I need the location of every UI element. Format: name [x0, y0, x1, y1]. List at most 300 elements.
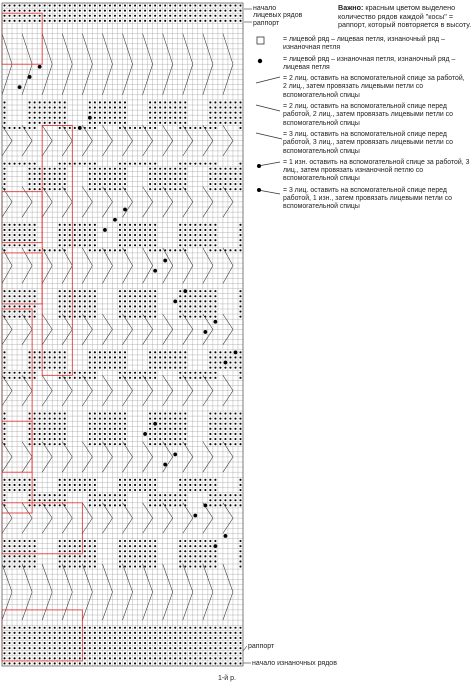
purl-dot [159, 168, 161, 170]
purl-dot [24, 484, 26, 486]
purl-dot [94, 316, 96, 318]
purl-dot [124, 20, 126, 22]
purl-dot [64, 433, 66, 435]
cable-purl-marker [173, 299, 177, 303]
purl-dot [149, 20, 151, 22]
purl-dot [74, 316, 76, 318]
purl-dot [214, 555, 216, 557]
purl-dot [194, 662, 196, 664]
purl-dot [194, 627, 196, 629]
purl-dot [164, 652, 166, 654]
purl-dot [8, 489, 10, 491]
label-rapport-bottom: раппорт [248, 643, 275, 650]
purl-dot [169, 117, 171, 119]
purl-dot [109, 112, 111, 114]
purl-dot [94, 479, 96, 481]
purl-dot [94, 20, 96, 22]
purl-dot [184, 15, 186, 17]
purl-dot [234, 657, 236, 659]
purl-dot [154, 428, 156, 430]
purl-dot [104, 183, 106, 185]
purl-dot [64, 662, 66, 664]
purl-dot [99, 428, 101, 430]
purl-dot [119, 362, 121, 364]
purl-dot [224, 107, 226, 109]
purl-dot [154, 560, 156, 562]
purl-dot [179, 632, 181, 634]
purl-dot [209, 163, 211, 165]
purl-dot [179, 479, 181, 481]
purl-dot [124, 356, 126, 358]
purl-dot [184, 413, 186, 415]
purl-dot [239, 632, 241, 634]
purl-dot [3, 433, 5, 435]
purl-dot [29, 550, 31, 552]
purl-dot [154, 499, 156, 501]
purl-dot [149, 438, 151, 440]
purl-dot [114, 438, 116, 440]
purl-dot [119, 234, 121, 236]
purl-dot [119, 178, 121, 180]
purl-dot [89, 413, 91, 415]
purl-dot [204, 305, 206, 307]
purl-dot [214, 311, 216, 313]
purl-dot [19, 229, 21, 231]
purl-dot [99, 433, 101, 435]
purl-dot [219, 122, 221, 124]
purl-dot [54, 494, 56, 496]
cable-3-1p-icon [255, 187, 283, 197]
purl-dot [34, 438, 36, 440]
purl-dot [64, 229, 66, 231]
purl-dot [69, 377, 71, 379]
purl-dot [209, 112, 211, 114]
purl-dot [69, 239, 71, 241]
purl-dot [239, 316, 241, 318]
purl-dot [199, 305, 201, 307]
purl-dot [159, 188, 161, 190]
purl-dot [144, 545, 146, 547]
purl-dot [184, 428, 186, 430]
purl-dot [219, 637, 221, 639]
purl-dot [229, 101, 231, 103]
purl-dot [64, 484, 66, 486]
purl-dot [99, 413, 101, 415]
purl-dot [8, 550, 10, 552]
purl-dot [239, 652, 241, 654]
purl-dot [119, 494, 121, 496]
purl-dot [139, 489, 141, 491]
purl-dot [49, 178, 51, 180]
purl-dot [169, 122, 171, 124]
purl-dot [119, 112, 121, 114]
purl-dot [124, 560, 126, 562]
purl-dot [19, 377, 21, 379]
purl-dot [189, 244, 191, 246]
purl-dot [64, 173, 66, 175]
purl-dot [64, 295, 66, 297]
purl-dot [204, 484, 206, 486]
purl-dot [54, 112, 56, 114]
purl-dot [99, 627, 101, 629]
purl-dot [214, 627, 216, 629]
purl-dot [139, 627, 141, 629]
purl-dot [239, 484, 241, 486]
purl-dot [3, 545, 5, 547]
purl-dot [139, 224, 141, 226]
purl-dot [129, 560, 131, 562]
purl-dot [114, 122, 116, 124]
purl-dot [99, 5, 101, 7]
purl-dot [239, 311, 241, 313]
purl-dot [64, 479, 66, 481]
purl-dot [129, 637, 131, 639]
purl-dot [144, 234, 146, 236]
purl-dot [94, 428, 96, 430]
purl-dot [179, 239, 181, 241]
purl-dot [129, 316, 131, 318]
purl-dot [8, 15, 10, 17]
purl-dot [64, 122, 66, 124]
purl-dot [104, 122, 106, 124]
purl-dot [19, 290, 21, 292]
purl-dot [39, 367, 41, 369]
purl-dot [179, 229, 181, 231]
purl-dot [104, 438, 106, 440]
purl-dot [89, 433, 91, 435]
purl-dot [34, 356, 36, 358]
purl-dot [109, 249, 111, 251]
purl-dot [219, 647, 221, 649]
purl-dot [149, 234, 151, 236]
purl-dot [59, 362, 61, 364]
purl-dot [94, 642, 96, 644]
purl-dot [209, 484, 211, 486]
purl-dot [214, 305, 216, 307]
purl-dot [84, 295, 86, 297]
purl-dot [54, 107, 56, 109]
purl-dot [79, 372, 81, 374]
purl-dot [104, 433, 106, 435]
purl-dot [224, 418, 226, 420]
purl-dot [229, 112, 231, 114]
purl-dot [149, 632, 151, 634]
purl-dot [234, 367, 236, 369]
purl-dot [104, 637, 106, 639]
purl-dot [204, 550, 206, 552]
purl-dot [154, 377, 156, 379]
purl-dot [224, 433, 226, 435]
purl-dot [54, 647, 56, 649]
purl-dot [69, 489, 71, 491]
purl-dot [44, 5, 46, 7]
purl-dot [204, 372, 206, 374]
purl-dot [139, 484, 141, 486]
purl-dot [139, 295, 141, 297]
purl-dot [34, 173, 36, 175]
purl-dot [219, 504, 221, 506]
purl-dot [199, 244, 201, 246]
purl-dot [49, 413, 51, 415]
purl-dot [184, 560, 186, 562]
purl-dot [209, 504, 211, 506]
purl-dot [74, 652, 76, 654]
purl-dot [94, 295, 96, 297]
purl-dot [3, 15, 5, 17]
purl-dot [134, 15, 136, 17]
purl-dot [204, 657, 206, 659]
purl-dot [169, 642, 171, 644]
legend-text: = 2 лиц. оставить на вспомогательной спице за работой, 2 лиц., затем провязать лицевыми петли со вспомогательной спицы [283, 75, 465, 99]
purl-dot [154, 484, 156, 486]
purl-dot [64, 305, 66, 307]
purl-dot [219, 117, 221, 119]
purl-dot [209, 188, 211, 190]
purl-dot [169, 423, 171, 425]
purl-dot [184, 637, 186, 639]
purl-dot [239, 566, 241, 568]
purl-dot [154, 234, 156, 236]
purl-dot [134, 239, 136, 241]
purl-dot [214, 560, 216, 562]
purl-dot [179, 305, 181, 307]
purl-dot [84, 372, 86, 374]
cable-2-right-icon [255, 75, 283, 85]
purl-dot [229, 188, 231, 190]
purl-dot [34, 413, 36, 415]
purl-dot [124, 566, 126, 568]
purl-dot [119, 550, 121, 552]
purl-dot [214, 244, 216, 246]
purl-dot [174, 249, 176, 251]
purl-dot [199, 372, 201, 374]
purl-dot [8, 377, 10, 379]
purl-dot [164, 183, 166, 185]
purl-dot [154, 188, 156, 190]
purl-dot [184, 566, 186, 568]
purl-dot [109, 101, 111, 103]
purl-dot [54, 657, 56, 659]
purl-dot [149, 413, 151, 415]
purl-dot [164, 647, 166, 649]
purl-dot [209, 107, 211, 109]
purl-dot [154, 652, 156, 654]
purl-dot [104, 173, 106, 175]
purl-dot [19, 311, 21, 313]
purl-dot [114, 367, 116, 369]
label-arrow [243, 646, 247, 651]
purl-dot [8, 555, 10, 557]
purl-dot [219, 249, 221, 251]
purl-dot [119, 295, 121, 297]
label-row-one: 1-й р. [218, 675, 236, 682]
purl-dot [159, 107, 161, 109]
purl-dot [54, 10, 56, 12]
purl-dot [139, 479, 141, 481]
purl-dot [69, 540, 71, 542]
purl-dot [154, 657, 156, 659]
purl-dot [49, 504, 51, 506]
purl-dot [29, 443, 31, 445]
purl-dot [229, 637, 231, 639]
purl-dot [59, 244, 61, 246]
purl-dot [119, 642, 121, 644]
purl-dot [184, 418, 186, 420]
purl-dot [3, 494, 5, 496]
purl-dot [124, 540, 126, 542]
purl-dot [199, 377, 201, 379]
purl-dot [64, 183, 66, 185]
purl-dot [149, 362, 151, 364]
purl-dot [14, 20, 16, 22]
purl-dot [44, 632, 46, 634]
purl-dot [129, 489, 131, 491]
purl-dot [194, 545, 196, 547]
purl-dot [129, 224, 131, 226]
purl-dot [39, 249, 41, 251]
purl-dot [129, 229, 131, 231]
purl-dot [179, 10, 181, 12]
purl-dot [224, 117, 226, 119]
purl-dot [104, 632, 106, 634]
purl-dot [194, 224, 196, 226]
purl-dot [94, 127, 96, 129]
purl-dot [89, 112, 91, 114]
purl-dot [59, 10, 61, 12]
purl-dot [54, 20, 56, 22]
purl-dot [199, 637, 201, 639]
purl-dot [34, 10, 36, 12]
purl-dot [54, 15, 56, 17]
purl-dot [239, 107, 241, 109]
purl-dot [209, 101, 211, 103]
purl-dot [129, 305, 131, 307]
purl-dot [184, 555, 186, 557]
purl-dot [174, 438, 176, 440]
purl-dot [124, 362, 126, 364]
purl-dot [19, 632, 21, 634]
purl-dot [74, 229, 76, 231]
purl-dot [239, 438, 241, 440]
purl-dot [8, 239, 10, 241]
purl-dot [29, 566, 31, 568]
purl-dot [99, 443, 101, 445]
purl-dot [199, 311, 201, 313]
purl-dot [199, 657, 201, 659]
purl-dot [139, 163, 141, 165]
purl-dot [89, 372, 91, 374]
purl-dot [34, 433, 36, 435]
purl-dot [99, 504, 101, 506]
purl-dot [239, 627, 241, 629]
purl-dot [84, 484, 86, 486]
purl-dot [109, 362, 111, 364]
purl-dot [219, 367, 221, 369]
purl-dot [184, 351, 186, 353]
legend-item [255, 159, 470, 184]
purl-dot [29, 168, 31, 170]
purl-dot [74, 632, 76, 634]
purl-dot [24, 15, 26, 17]
purl-dot [49, 499, 51, 501]
purl-dot [29, 372, 31, 374]
purl-dot [219, 101, 221, 103]
purl-dot [184, 183, 186, 185]
purl-dot [184, 229, 186, 231]
purl-dot [39, 20, 41, 22]
purl-dot [189, 540, 191, 542]
purl-dot [89, 566, 91, 568]
purl-dot [144, 642, 146, 644]
purl-dot [34, 178, 36, 180]
purl-dot [49, 443, 51, 445]
purl-dot [64, 555, 66, 557]
purl-dot [49, 627, 51, 629]
purl-dot [214, 652, 216, 654]
purl-dot [89, 494, 91, 496]
purl-dot [159, 428, 161, 430]
purl-dot [189, 229, 191, 231]
purl-dot [79, 662, 81, 664]
purl-dot [154, 642, 156, 644]
purl-dot [134, 637, 136, 639]
purl-dot [79, 20, 81, 22]
purl-dot [94, 433, 96, 435]
purl-dot [139, 372, 141, 374]
purl-dot [219, 188, 221, 190]
purl-dot [134, 489, 136, 491]
purl-dot [79, 300, 81, 302]
purl-dot [3, 550, 5, 552]
purl-dot [234, 647, 236, 649]
purl-dot [84, 560, 86, 562]
purl-dot [34, 367, 36, 369]
purl-dot [29, 127, 31, 129]
purl-dot [29, 484, 31, 486]
purl-dot [109, 367, 111, 369]
purl-dot [164, 627, 166, 629]
purl-dot [239, 433, 241, 435]
purl-dot [74, 127, 76, 129]
purl-dot [159, 122, 161, 124]
purl-dot [3, 178, 5, 180]
purl-dot [39, 351, 41, 353]
purl-dot [184, 173, 186, 175]
purl-dot [104, 657, 106, 659]
purl-dot [209, 244, 211, 246]
purl-dot [179, 351, 181, 353]
purl-dot [29, 107, 31, 109]
purl-dot [84, 163, 86, 165]
purl-dot [154, 443, 156, 445]
purl-dot [104, 10, 106, 12]
cable-purl-marker [38, 65, 42, 69]
purl-dot [119, 377, 121, 379]
purl-dot [74, 224, 76, 226]
purl-dot [44, 499, 46, 501]
purl-dot [64, 101, 66, 103]
purl-dot [119, 652, 121, 654]
purl-dot [24, 163, 26, 165]
purl-dot [214, 632, 216, 634]
purl-dot [29, 117, 31, 119]
purl-dot [234, 249, 236, 251]
purl-dot [119, 107, 121, 109]
purl-dot [199, 229, 201, 231]
purl-dot [99, 183, 101, 185]
purl-dot [149, 428, 151, 430]
purl-dot [84, 244, 86, 246]
